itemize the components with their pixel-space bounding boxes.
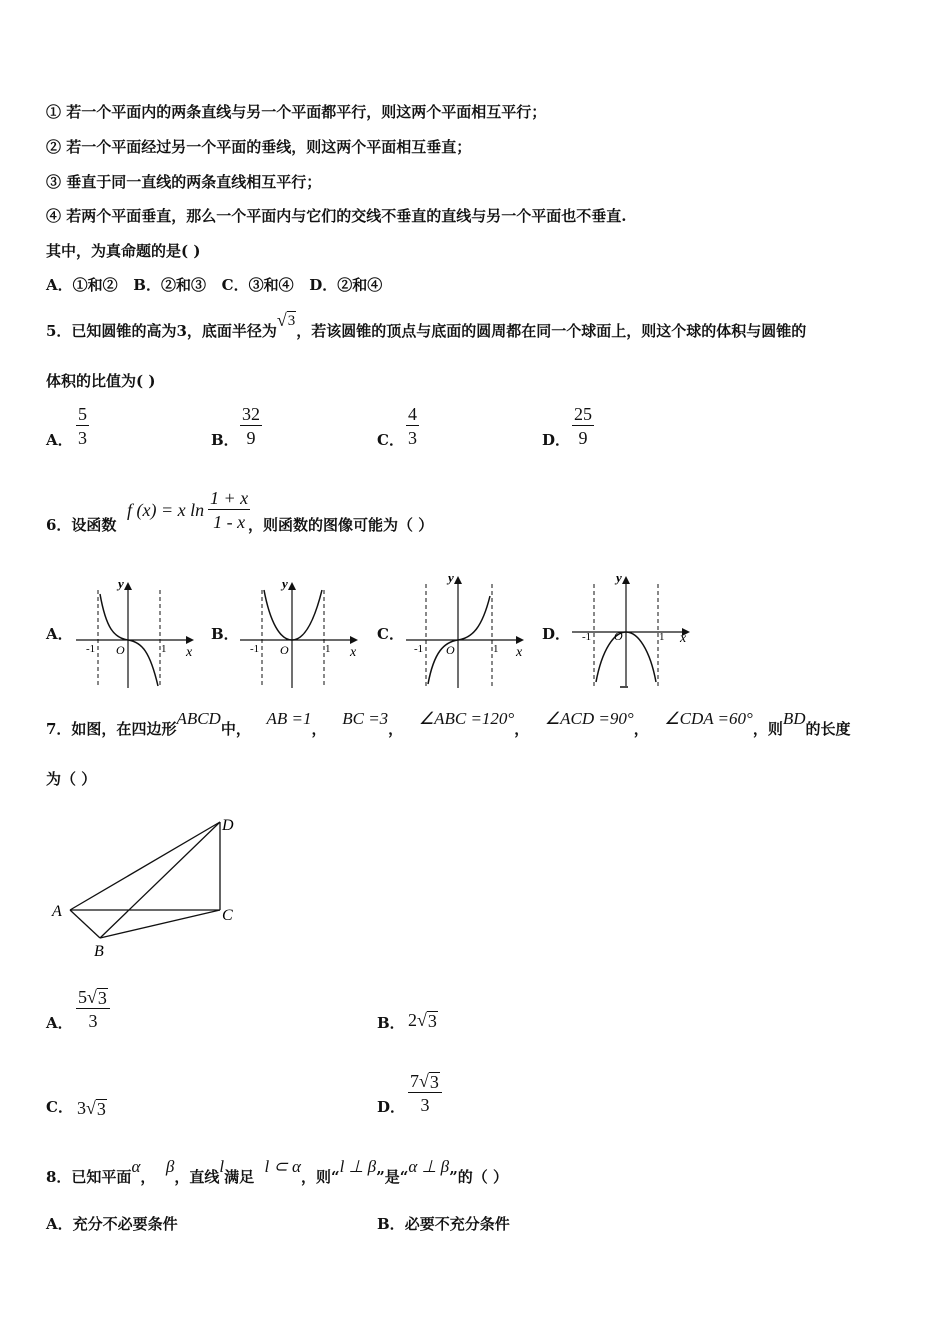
q8-l: l — [219, 1157, 225, 1176]
q8-condition: l ⊂ α — [264, 1157, 301, 1176]
y-arrow — [454, 576, 462, 584]
q7-in: 中， — [220, 720, 251, 738]
q7-abc: ∠ABC =120° — [418, 709, 515, 728]
y-label: y — [282, 576, 288, 591]
pos1-label: 1 — [161, 643, 167, 655]
q6-suffix: ，则函数的图像可能为（ ） — [248, 516, 434, 534]
q8-lquote-1: “ — [330, 1168, 340, 1186]
q8-option-a: A．充分不必要条件 — [46, 1215, 178, 1233]
q5-option-a-fraction: $\frac{5}{3}$ — [78, 404, 87, 448]
neg1-label: -1 — [582, 631, 592, 643]
q5-option-d-label: D． — [542, 431, 571, 449]
q6-option-c-label: C． — [377, 625, 404, 643]
x-arrow — [516, 636, 524, 644]
q5-option-b-fraction: $\frac{32}{9}$ — [242, 404, 260, 448]
y-arrow — [622, 576, 630, 584]
q8-satisfy: 满足 — [224, 1168, 255, 1186]
q6-function-lhs: f (x) = x ln — [127, 500, 205, 520]
origin-label: O — [280, 643, 289, 657]
q7-length: 的长度 — [805, 720, 851, 738]
pos1-label: 1 — [659, 631, 665, 643]
q5-option-b-label: B． — [211, 431, 239, 449]
q8-option-b: B．必要不充分条件 — [377, 1215, 510, 1233]
q7-sep-4: ， — [633, 720, 649, 738]
q6-graph-a — [72, 576, 202, 692]
origin-label: O — [614, 629, 623, 643]
segment-bc — [100, 910, 220, 938]
pos1-label: 1 — [493, 643, 499, 655]
q7-option-b-label: B． — [377, 1014, 405, 1032]
statement-4: ④ 若两个平面垂直，那么一个平面内与它们的交线不垂直的直线与另一个平面也不垂直. — [46, 207, 627, 225]
q6-graph-c — [402, 570, 532, 690]
q5-text-2: ，若该圆锥的顶点与底面的圆周都在同一个球面上，则这个球的体积与圆锥的 — [296, 322, 807, 340]
x-label: x — [350, 645, 357, 660]
q6-option-a-label: A． — [46, 625, 73, 643]
q7-figure — [48, 808, 248, 960]
x-label: x — [186, 645, 193, 660]
q7-then: ，则 — [752, 720, 783, 738]
point-a-label: A — [52, 903, 62, 920]
q7-acd: ∠ACD =90° — [544, 709, 634, 728]
q7-option-d-fraction: 7 √ 3 3 — [408, 1070, 442, 1117]
q7-option-d-label: D． — [377, 1098, 406, 1116]
q8-q: α ⊥ β — [408, 1157, 450, 1176]
q4-question: 其中，为真命题的是( ) — [46, 242, 201, 260]
q8-sep: ， — [140, 1168, 156, 1186]
point-d-label: D — [222, 817, 234, 834]
neg1-label: -1 — [250, 643, 260, 655]
q7-stem-line2: 为（ ） — [46, 770, 97, 788]
q7-sep-2: ， — [388, 720, 404, 738]
q6-option-d-label: D． — [542, 625, 571, 643]
q7-option-a-fraction: 5 √ 3 3 — [76, 986, 110, 1033]
pos1-label: 1 — [325, 643, 331, 655]
x-label: x — [680, 631, 687, 646]
neg1-label: -1 — [86, 643, 96, 655]
q5-text-1: 5．已知圆锥的高为3，底面半径为 — [46, 322, 277, 340]
q7-bc: BC =3 — [342, 709, 389, 728]
q7-option-c-value: 3 √ 3 — [77, 1098, 106, 1119]
q5-option-a-label: A． — [46, 431, 73, 449]
q8-then: ，则 — [300, 1168, 331, 1186]
y-label: y — [616, 570, 622, 585]
q8-p: l ⊥ β — [339, 1157, 377, 1176]
q7-quad: ABCD — [176, 709, 221, 728]
q7-bd: BD — [782, 709, 806, 728]
statement-3: ③ 垂直于同一直线的两条直线相互平行； — [46, 173, 322, 191]
y-label: y — [448, 570, 454, 585]
y-arrow — [124, 582, 132, 590]
q5-stem — [46, 310, 807, 341]
q8-is: 是 — [384, 1168, 400, 1186]
q7-cda: ∠CDA =60° — [664, 709, 753, 728]
x-arrow — [186, 636, 194, 644]
q6-prefix: 6．设函数 — [46, 516, 117, 534]
q8-lquote-2: “ — [399, 1168, 409, 1186]
q6-option-b-label: B． — [211, 625, 239, 643]
x-arrow — [350, 636, 358, 644]
q8-beta: β — [165, 1157, 175, 1176]
q5-option-c-label: C． — [377, 431, 404, 449]
x-label: x — [516, 645, 523, 660]
origin-label: O — [446, 643, 455, 657]
q5-option-c-fraction: $\frac{4}{3}$ — [408, 404, 417, 448]
y-arrow — [288, 582, 296, 590]
q8-alpha: α — [131, 1157, 141, 1176]
segment-bd — [100, 822, 220, 938]
q8-rquote-1: ” — [376, 1168, 385, 1186]
point-c-label: C — [222, 907, 233, 924]
q7-option-b-value: 2 √ 3 — [408, 1010, 437, 1031]
segment-ab — [70, 910, 100, 938]
q7-stem — [46, 709, 851, 739]
q7-sep-3: ， — [514, 720, 530, 738]
q8-stem — [46, 1157, 508, 1187]
q7-ab: AB =1 — [266, 709, 312, 728]
q7-option-a-label: A． — [46, 1014, 73, 1032]
neg1-label: -1 — [414, 643, 424, 655]
q8-of: 的（ ） — [457, 1168, 508, 1186]
q8-line: ，直线 — [174, 1168, 220, 1186]
q7-prefix: 7．如图，在四边形 — [46, 720, 177, 738]
q8-rquote-2: ” — [449, 1168, 458, 1186]
q6-function-fraction: $\frac{1 + x}{1 - x}$ — [210, 488, 249, 532]
q6-graph-b — [236, 576, 366, 692]
origin-label: O — [116, 643, 125, 657]
q7-option-c-label: C． — [46, 1098, 73, 1116]
y-label: y — [118, 576, 124, 591]
statement-1: ① 若一个平面内的两条直线与另一个平面都平行，则这两个平面相互平行； — [46, 103, 547, 121]
point-b-label: B — [94, 943, 104, 960]
curve — [264, 590, 322, 640]
q7-sep-1: ， — [311, 720, 327, 738]
q5-option-d-fraction: $\frac{25}{9}$ — [574, 404, 592, 448]
q4-options: A．①和② B．②和③ C．③和④ D．②和④ — [46, 276, 383, 294]
q6-graph-d — [568, 570, 698, 692]
q8-prefix: 8．已知平面 — [46, 1168, 132, 1186]
segment-ad — [70, 822, 220, 910]
q5-stem-line2: 体积的比值为( ) — [46, 372, 156, 390]
statement-2: ② 若一个平面经过另一个平面的垂线，则这两个平面相互垂直； — [46, 138, 472, 156]
q5-radical: √ 3 — [276, 310, 296, 330]
